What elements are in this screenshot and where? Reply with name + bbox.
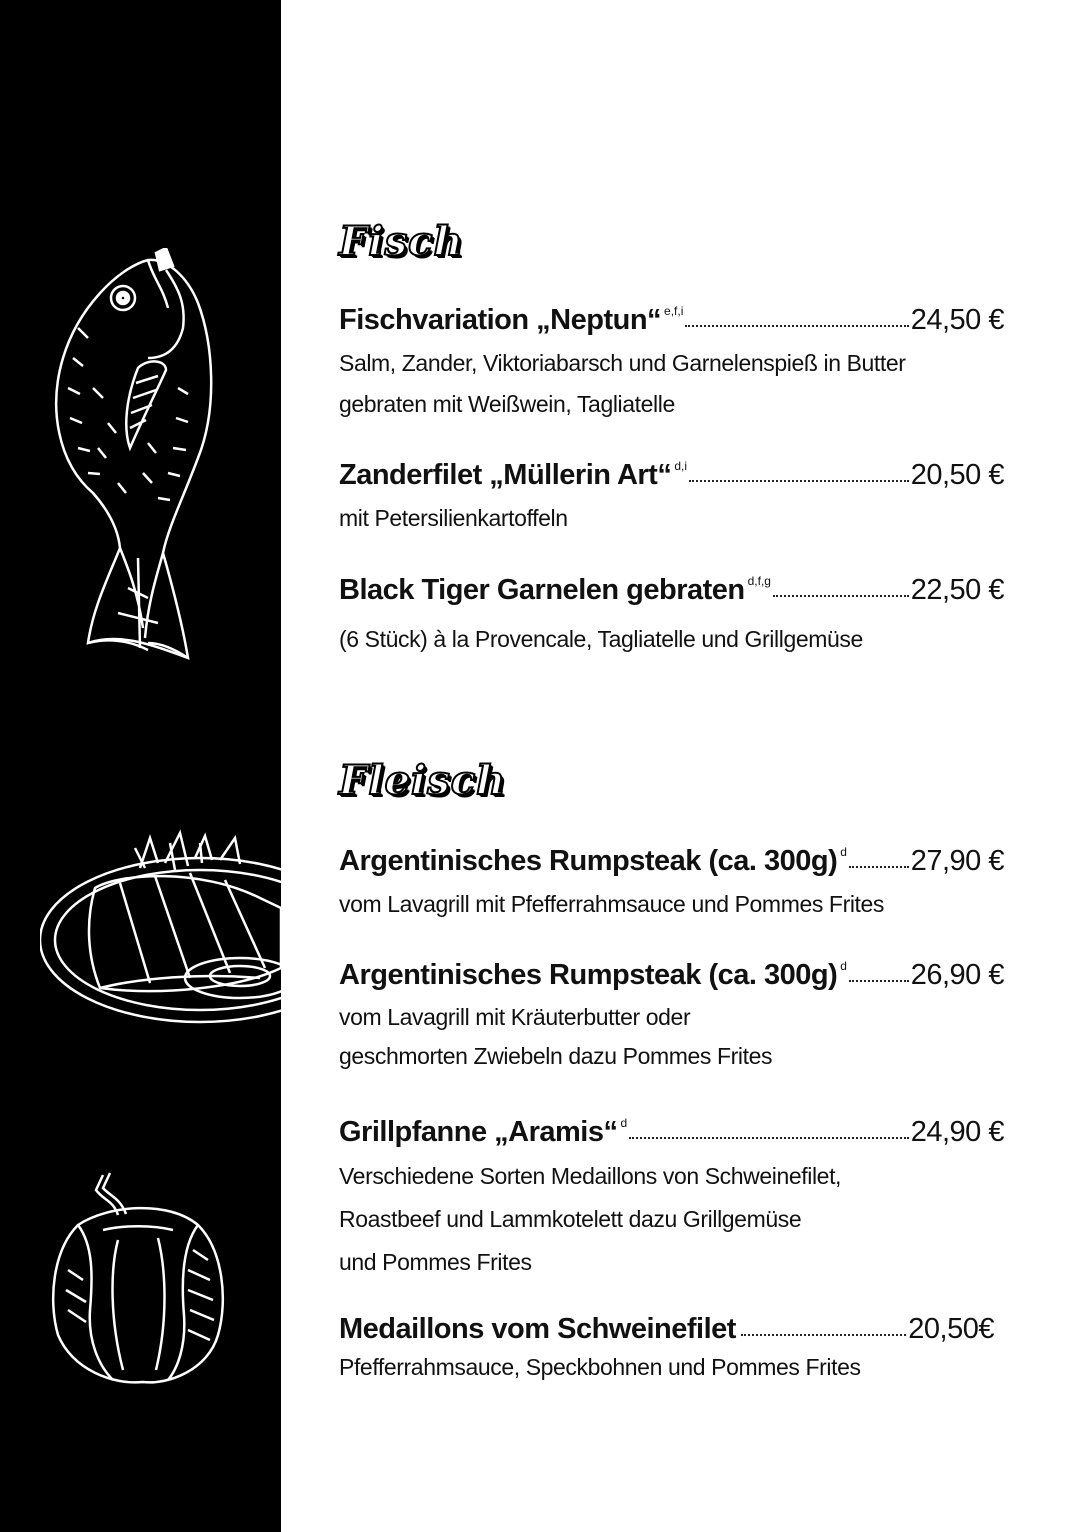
description-line: (6 Stück) à la Provencale, Tagliatelle und Grillgemüse: [339, 626, 863, 652]
dish-price: 24,90 €: [910, 1116, 1004, 1148]
dish-name: Fischvariation „Neptun“: [339, 304, 662, 336]
description-line: geschmorten Zwiebeln dazu Pommes Frites: [339, 1043, 773, 1069]
dish-price: 22,50 €: [910, 574, 1004, 606]
dish-description: [339, 1155, 1004, 1284]
fish-illustration: [48, 248, 226, 668]
dish-name: Zanderfilet „Müllerin Art“: [339, 459, 672, 491]
dish-description: [339, 884, 1004, 925]
dish-description: [339, 619, 1004, 660]
dish-rumpsteak-pfefferrahm: [339, 843, 1004, 925]
leader-dots: [741, 1334, 906, 1336]
description-line: vom Lavagrill mit Pfefferrahmsauce und Pommes Frites: [339, 891, 885, 917]
section-title-fisch: Fisch: [339, 218, 464, 265]
dish-allergens: d,f,g: [747, 574, 771, 588]
dish-grillpfanne-aramis: [339, 1114, 1004, 1284]
dish-allergens: e,f,i: [664, 304, 684, 318]
description-line: gebraten mit Weißwein, Tagliatelle: [339, 391, 675, 417]
dish-price: 20,50€: [908, 1313, 994, 1345]
black-sidebar: [0, 0, 281, 1532]
description-line: Verschiedene Sorten Medaillons von Schweinefilet,: [339, 1163, 842, 1189]
steak-plate-illustration: [40, 828, 281, 1028]
dish-name: Grillpfanne „Aramis“: [339, 1116, 618, 1148]
leader-dots: [629, 1137, 909, 1139]
description-line: Pfefferrahmsauce, Speckbohnen und Pommes Frites: [339, 1354, 861, 1380]
description-line: vom Lavagrill mit Kräuterbutter oder: [339, 1004, 691, 1030]
dish-name: Medaillons vom Schweinefilet: [339, 1313, 736, 1345]
dish-price: 24,50 €: [910, 304, 1004, 336]
description-line: Roastbeef und Lammkotelett dazu Grillgemüse: [339, 1206, 802, 1232]
dish-description: [339, 498, 1004, 539]
dish-name: Argentinisches Rumpsteak (ca. 300g): [339, 959, 838, 991]
dish-rumpsteak-kraeuterbutter: [339, 957, 1004, 1076]
dish-price: 27,90 €: [910, 845, 1004, 877]
dish-allergens: d: [840, 845, 847, 859]
dish-description: [339, 343, 1004, 425]
description-line: Salm, Zander, Viktoriabarsch und Garnelenspieß in Butter: [339, 350, 906, 376]
dish-medaillons-schweinefilet: [339, 1311, 1004, 1388]
dish-price: 20,50 €: [910, 459, 1004, 491]
dish-name: Black Tiger Garnelen gebraten: [339, 574, 745, 606]
dish-black-tiger-garnelen: [339, 572, 1004, 660]
dish-zanderfilet: [339, 457, 1004, 539]
leader-dots: [689, 480, 909, 482]
bell-pepper-illustration: [48, 1170, 228, 1385]
leader-dots: [773, 595, 909, 597]
dish-price: 26,90 €: [910, 959, 1004, 991]
dish-allergens: d: [840, 959, 847, 973]
dish-allergens: d,i: [674, 459, 688, 473]
leader-dots: [685, 325, 908, 327]
dish-fischvariation: [339, 302, 1004, 425]
description-line: und Pommes Frites: [339, 1249, 532, 1275]
section-title-fleisch: Fleisch: [339, 757, 507, 804]
dish-name: Argentinisches Rumpsteak (ca. 300g): [339, 845, 838, 877]
leader-dots: [849, 866, 909, 868]
description-line: mit Petersilienkartoffeln: [339, 505, 568, 531]
dish-allergens: d: [620, 1116, 628, 1130]
dish-description: [339, 998, 1004, 1076]
leader-dots: [849, 980, 909, 982]
dish-description: [339, 1347, 1004, 1388]
